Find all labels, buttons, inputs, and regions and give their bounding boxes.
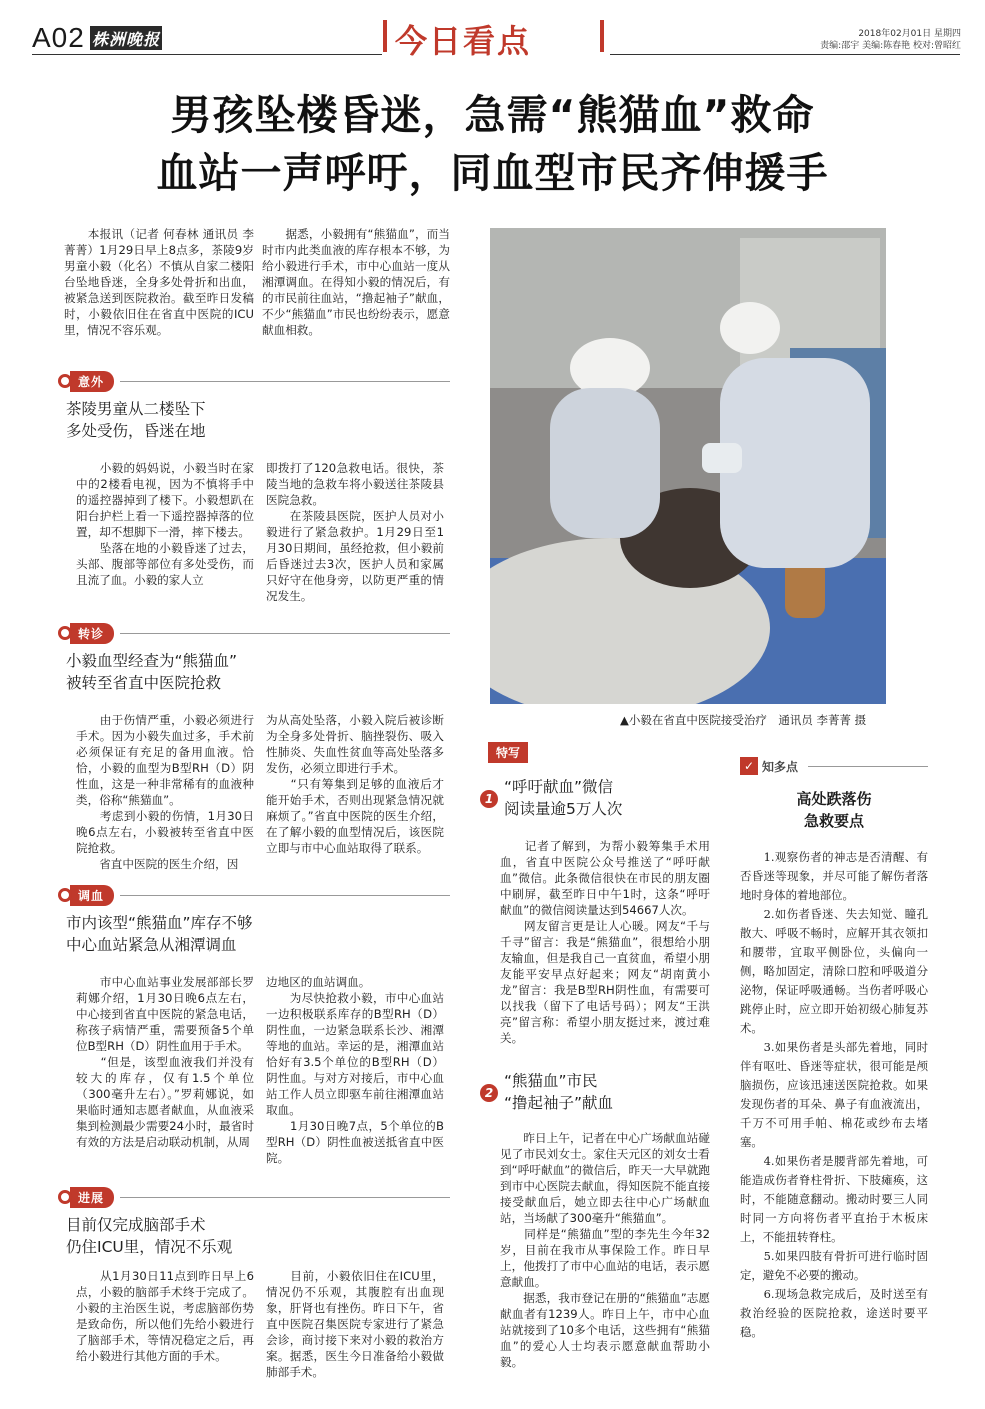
header-meta bbox=[820, 28, 961, 52]
tag-circle-icon bbox=[58, 888, 72, 902]
section-bar-right bbox=[600, 20, 604, 52]
tex-item-title: “熊猫血”市民 “撸起袖子”献血 bbox=[504, 1072, 614, 1112]
tex-tag bbox=[488, 742, 710, 762]
headline-line2: 血站一声呼吁，同血型市民齐伸援手 bbox=[156, 149, 829, 197]
tag-rule bbox=[120, 895, 450, 896]
tag-circle-icon bbox=[58, 374, 72, 388]
tag-circle-icon bbox=[58, 626, 72, 640]
hospital-scene-illustration bbox=[490, 228, 886, 704]
tex-item-body: 昨日上午，记者在中心广场献血站碰见了市民刘女士。家住天元区的刘女士看到“呼吁献血”的微信后，昨天一大早就跑到市中心医院去献血，得知医院不能直接接受献血后，她立即去往中心广场献血站，当场献了300毫升“熊猫血”。 同样是“熊猫血”型的李先生今年32岁，目前在我市从事保险工作。昨日早上，他拨打了市中心血站的电话，表示愿意献血。 据悉，我市登记在册的“熊猫血”志愿献血者有1239人。昨日上午，市中心血站就接到了10多个电话，这些拥有“熊猫血”的爱心人士均表示愿意献血帮助小毅。 bbox=[500, 1131, 710, 1369]
page-number: A02 bbox=[32, 22, 85, 53]
section-tag-blood: 调血 bbox=[58, 884, 114, 906]
header-editors: 责编:邵宇 美编:陈春艳 校对:曾昭红 bbox=[820, 41, 961, 51]
zdd-tag-label: 知多点 bbox=[762, 759, 799, 774]
intro-col1: 本报讯（记者 何春林 通讯员 李菁菁）1月29日早上8点多，茶陵9岁男童小毅（化名）不慎从自家二楼阳台坠地昏迷，全身多处骨折和出血，被紧急送到医院救治。截至昨日发稿时，小毅依旧住在省直中医院的ICU里，情况不容乐观。 bbox=[64, 227, 254, 337]
zdd-tag bbox=[740, 756, 798, 776]
zdd-title: 高处跌落伤 急救要点 bbox=[796, 790, 872, 830]
section-body-col1: 由于伤情严重，小毅必须进行手术。因为小毅失血过多，手术前必须保证有充足的备用血液。恰恰，小毅的血型为B型RH（D）阴性血，这是一种非常稀有的血液种类，俗称“熊猫血”。 考虑到小毅的伤情，1月30日晚6点左右，小毅被转至省直中医院抢救。 省直中医院的医生介绍，因 bbox=[76, 713, 254, 871]
section-body-col1: 市中心血站事业发展部部长罗莉娜介绍，1月30日晚6点左右，中心接到省直中医院的紧急电话，称孩子病情严重，需要预备5个单位B型RH（D）阴性血用于手术。 “但是，该型血液我们并没有较大的库存，仅有1.5个单位（300毫升左右）。”罗莉娜说，如果临时通知志愿者献血，从血液采集到检测最少需要24小时，最省时有效的方法是启动联动机制，从周 bbox=[76, 975, 254, 1149]
tex-item-title: “呼吁献血”微信 阅读量逾5万人次 bbox=[504, 778, 623, 818]
intro-col2: 据悉，小毅拥有“熊猫血”，而当时市内此类血液的库存根本不够，为给小毅进行手术，市中心血站一度从湘潭调血。在得知小毅的情况后，有的市民前往血站，“撸起袖子”献血，不少“熊猫血”市民也纷纷表示，愿意献血相救。 bbox=[262, 227, 450, 337]
number-badge-icon: 2 bbox=[480, 1084, 498, 1102]
tex-item-body: 记者了解到，为帮小毅筹集手术用血，省直中医院公众号推送了“呼吁献血”微信。此条微信很快在市民的朋友圈中刷屏，截至昨日中午1时，这条“呼吁献血”的微信阅读量达到54667人次。 网友留言更是让人心暖。网友“千与千寻”留言：我是“熊猫血”，很想给小朋友输血，但是我自己一直贫血，希望小朋友能平安早点好起来；网友“胡南黄小龙”留言：我是B型RH阴性血，有需要可以找我（留下了电话号码）；网友“王洪亮”留言称：希望小朋友挺过来，渡过难关。 bbox=[500, 839, 710, 1045]
tag-rule bbox=[120, 1197, 450, 1198]
section-tag-progress: 进展 bbox=[58, 1186, 114, 1208]
section-title: 今日看点 bbox=[395, 22, 532, 60]
section-body-col2: 边地区的血站调血。 为尽快抢救小毅，市中心血站一边积极联系库存的B型RH（D）阴性血，一边紧急联系长沙、湘潭等地的血站。幸运的是，湘潭血站恰好有3.5个单位的B型RH（D）阴性血。与对方对接后，市中心血站工作人员立即驱车前往湘潭血站取血。 1月30日晚7点，5个单位的B型RH（D）阴性血被送抵省直中医院。 bbox=[266, 975, 444, 1165]
section-subtitle: 市内该型“熊猫血”库存不够 中心血站紧急从湘潭调血 bbox=[66, 914, 253, 954]
section-body-col1: 从1月30日11点到昨日早上6点，小毅的脑部手术终于完成了。小毅的主治医生说，考虑脑部伤势是致命伤，所以他们先给小毅进行了脑部手术，等情况稳定之后，再给小毅进行其他方面的手术。 bbox=[76, 1269, 254, 1363]
section-subtitle: 目前仅完成脑部手术 仍住ICU里，情况不乐观 bbox=[66, 1216, 233, 1256]
tag-circle-icon bbox=[58, 1190, 72, 1204]
photo-caption: ▲小毅在省直中医院接受治疗 通讯员 李菁菁 摄 bbox=[620, 713, 867, 727]
zdd-tag-rule bbox=[808, 766, 928, 767]
section-tag-transfer: 转诊 bbox=[58, 622, 114, 644]
header-rule-right bbox=[610, 54, 960, 55]
section-tag-accident: 意外 bbox=[58, 370, 114, 392]
section-subtitle: 小毅血型经查为“熊猫血” 被转至省直中医院抢救 bbox=[66, 652, 238, 692]
number-badge-icon: 1 bbox=[480, 790, 498, 808]
header-date: 2018年02月01日 星期四 bbox=[858, 29, 961, 39]
section-body-col2: 目前，小毅依旧住在ICU里，情况仍不乐观，其腹腔有出血现象，肝肾也有挫伤。昨日下午，省直中医院召集医院专家进行了紧急会诊，商讨接下来对小毅的救治方案。据悉，医生今日准备给小毅做肺部手术。 bbox=[266, 1269, 444, 1379]
section-subtitle: 茶陵男童从二楼坠下 多处受伤，昏迷在地 bbox=[66, 400, 206, 440]
headline-line1: 男孩坠楼昏迷，急需“熊猫血”救命 bbox=[170, 91, 815, 139]
section-body-col2: 为从高处坠落，小毅入院后被诊断为全身多处骨折、脑挫裂伤、吸入性肺炎、失血性贫血等高处坠落多发伤，必须立即进行手术。 “只有筹集到足够的血液后才能开始手术，否则出现紧急情况就麻烦了。”省直中医院的医生介绍，在了解小毅的血型情况后，该医院立即与市中心血站取得了联系。 bbox=[266, 713, 444, 855]
tag-rule bbox=[120, 381, 450, 382]
section-body-col2: 即拨打了120急救电话。很快，茶陵当地的急救车将小毅送往茶陵县医院急救。 在茶陵县医院，医护人员对小毅进行了紧急救护。1月29日至1月30日期间，虽经抢救，但小毅前后昏迷过去3次，医护人员和家属只好守在他身旁，以防更严重的情况发生。 bbox=[266, 461, 444, 603]
section-body-col1: 小毅的妈妈说，小毅当时在家中的2楼看电视，因为不慎将手中的遥控器掉到了楼下。小毅想趴在阳台护栏上看一下遥控器掉落的位置，却不想脚下一滑，摔下楼去。 坠落在地的小毅昏迷了过去，头部、腹部等部位有多处受伤，而且流了血。小毅的家人立 bbox=[76, 461, 254, 587]
section-bar-left bbox=[383, 20, 387, 52]
tex-tag-label: 特写 bbox=[488, 742, 528, 763]
tag-rule bbox=[120, 633, 450, 634]
hospital-photo bbox=[490, 228, 886, 704]
zdd-body: 1.观察伤者的神志是否清醒、有否昏迷等现象，并尽可能了解伤者落地时身体的着地部位。 2.如伤者昏迷、失去知觉、瞳孔散大、呼吸不畅时，应解开其衣领扣和腰带，宜取平侧卧位，头偏向一侧，略加固定，清除口腔和呼吸道分泌物，保证呼吸通畅。当伤者呼吸心跳停止时，应立即开始初级心肺复苏术。 3.如果伤者是头部先着地，同时伴有呕吐、昏迷等症状，很可能是颅脑损伤，应该迅速送医院抢救。如果发现伤者的耳朵、鼻子有血液流出，千万不可用手帕、棉花或纱布去堵塞。 4.如果伤者是腰背部先着地，可能造成伤者脊柱骨折、下肢瘫痪，这时，不能随意翻动。搬动时要三人同时同一方向将伤者平直抬于木板床上，不能扭转脊柱。 5.如果四肢有骨折可进行临时固定，避免不必要的搬动。 6.现场急救完成后，及时送至有救治经验的医院抢救，途送时要平稳。 bbox=[740, 850, 928, 1339]
check-box-icon: ✓ bbox=[740, 757, 758, 775]
paper-logo: 株洲晚报 bbox=[90, 26, 162, 50]
header-rule-left bbox=[32, 54, 382, 55]
